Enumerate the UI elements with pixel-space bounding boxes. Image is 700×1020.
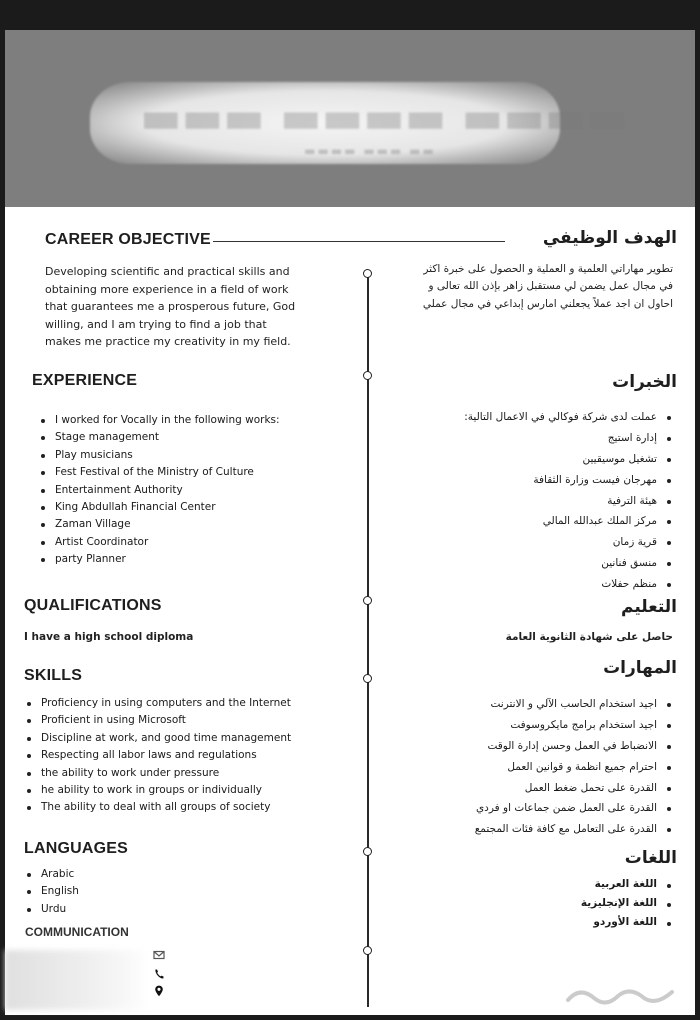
experience-list-ar xyxy=(373,407,673,595)
list-item: The ability to deal with all groups of society xyxy=(25,799,291,816)
list-item: Proficient in using Microsoft xyxy=(25,712,291,729)
career-objective-text-ar: تطوير مهاراتي العلمية و العملية و الحصول على خبرة اكثر في مجال عمل يضمن لي مستقبل زاهر بإذن الله تعالى و احاول ان اجد عملاً يجعلني امارس إبداعي في مجال عملي xyxy=(422,263,673,310)
heading-divider xyxy=(213,241,505,242)
qualifications-text: I have a high school diploma xyxy=(24,631,194,643)
list-item: مهرجان فيست وزارة الثقافة xyxy=(373,470,673,491)
timeline-dot xyxy=(363,371,372,380)
list-item: الانضباط في العمل وحسن إدارة الوقت xyxy=(373,736,673,757)
skills-heading-ar: المهارات xyxy=(603,658,677,678)
timeline-dot xyxy=(363,269,372,278)
list-item: Stage management xyxy=(39,429,280,446)
list-item: Entertainment Authority xyxy=(39,482,280,499)
list-item: اللغة الأوردو xyxy=(473,913,673,932)
location-icon xyxy=(153,985,165,997)
list-item: the ability to work under pressure xyxy=(25,765,291,782)
qualifications-heading: QUALIFICATIONS xyxy=(24,597,162,614)
list-item: اجيد استخدام برامج مايكروسوفت xyxy=(373,715,673,736)
list-item: مركز الملك عبدالله المالي xyxy=(373,511,673,532)
name-brush-stroke-obscured xyxy=(90,82,628,164)
list-item: English xyxy=(25,883,79,900)
list-item: إدارة استيج xyxy=(373,428,673,449)
qualifications-text-ar: حاصل على شهادة الثانوية العامة xyxy=(505,631,673,643)
list-item: Respecting all labor laws and regulations xyxy=(25,747,291,764)
languages-heading: LANGUAGES xyxy=(24,840,129,857)
list-item: احترام جميع انظمة و قوانين العمل xyxy=(373,757,673,778)
timeline-dot xyxy=(363,596,372,605)
list-item: اللغة العربية xyxy=(473,875,673,894)
watermark-logo xyxy=(560,980,680,1010)
list-item: Discipline at work, and good time management xyxy=(25,730,291,747)
email-icon xyxy=(153,949,165,961)
list-item: هيئة الترفية xyxy=(373,491,673,512)
list-item: اجيد استخدام الحاسب الآلي و الانترنت xyxy=(373,694,673,715)
languages-heading-ar: اللغات xyxy=(624,848,677,868)
obscured-name-latin: ▬▬▬▬ ▬▬▬ ▬▬ xyxy=(304,144,436,158)
languages-list xyxy=(25,866,79,918)
list-item: Urdu xyxy=(25,901,79,918)
timeline-dot xyxy=(363,674,372,683)
blurred-contact-info xyxy=(5,950,150,1010)
list-item: عملت لدى شركة فوكالي في الاعمال التالية: xyxy=(373,407,673,428)
skills-heading: SKILLS xyxy=(24,667,83,684)
list-item: Play musicians xyxy=(39,447,280,464)
list-item: Zaman Village xyxy=(39,516,280,533)
list-item: King Abdullah Financial Center xyxy=(39,499,280,516)
skills-list xyxy=(25,695,291,817)
phone-icon xyxy=(153,968,165,980)
list-item: I worked for Vocally in the following works: xyxy=(39,412,280,429)
list-item: اللغة الإنجليزية xyxy=(473,894,673,913)
obscured-name: ▬▬▬ ▬▬▬▬ ▬▬▬▬ xyxy=(140,92,628,143)
experience-heading-ar: الخبرات xyxy=(612,372,677,392)
timeline-line xyxy=(367,272,369,1007)
career-objective-heading: CAREER OBJECTIVE xyxy=(45,231,211,248)
list-item: Proficiency in using computers and the Internet xyxy=(25,695,291,712)
list-item: Arabic xyxy=(25,866,79,883)
list-item: القدرة على تحمل ضغط العمل xyxy=(373,778,673,799)
experience-heading: EXPERIENCE xyxy=(32,372,138,389)
list-item: party Planner xyxy=(39,551,280,568)
list-item: تشغيل موسيقيين xyxy=(373,449,673,470)
list-item: منظم حفلات xyxy=(373,574,673,595)
timeline-dot xyxy=(363,847,372,856)
languages-list-ar xyxy=(473,875,673,932)
experience-list xyxy=(39,412,280,569)
list-item: القدرة على التعامل مع كافة فئات المجتمع xyxy=(373,819,673,840)
cv-page xyxy=(5,30,695,1015)
header-banner xyxy=(5,30,695,207)
qualifications-heading-ar: التعليم xyxy=(621,597,677,617)
career-objective-heading-ar: الهدف الوظيفي xyxy=(542,228,677,248)
list-item: قرية زمان xyxy=(373,532,673,553)
timeline-dot xyxy=(363,946,372,955)
list-item: Fest Festival of the Ministry of Culture xyxy=(39,464,280,481)
list-item: القدرة على العمل ضمن جماعات او فردي xyxy=(373,798,673,819)
skills-list-ar xyxy=(373,694,673,840)
list-item: he ability to work in groups or individually xyxy=(25,782,291,799)
list-item: منسق فنانين xyxy=(373,553,673,574)
career-objective-text: Developing scientific and practical skills and obtaining more experience in a field of work that guarantees me a prosperous future, God willing, and I am trying to find a job that makes me practice my creativity in my field. xyxy=(45,265,296,349)
list-item: Artist Coordinator xyxy=(39,534,280,551)
communication-heading: COMMUNICATION xyxy=(25,925,129,939)
